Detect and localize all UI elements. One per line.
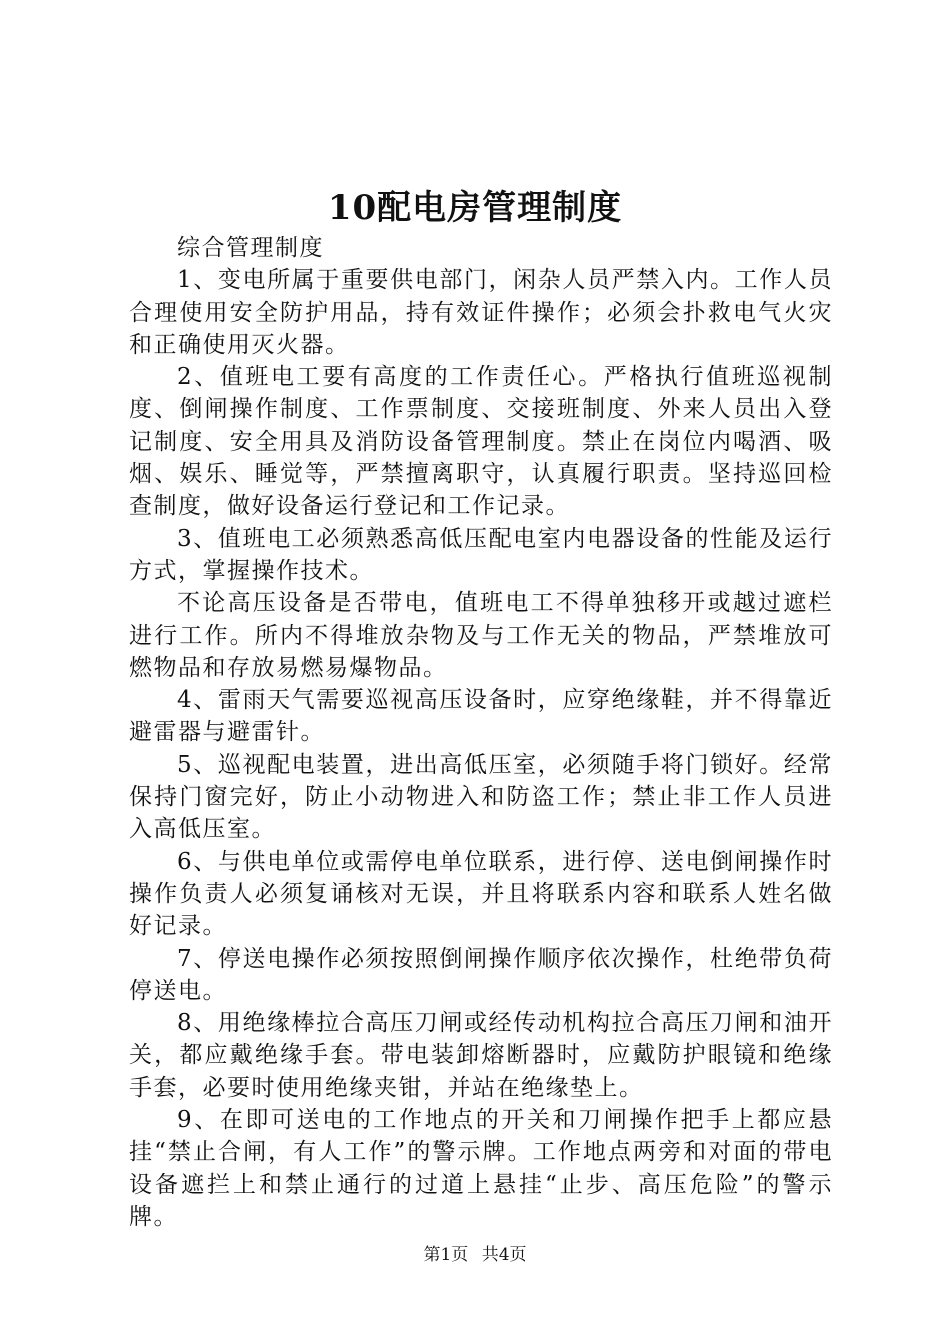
document-body	[129, 232, 833, 1233]
document-title: 10配电房管理制度	[327, 188, 623, 228]
page-total: 共4页	[481, 1245, 527, 1265]
page-number: 第1页	[423, 1245, 469, 1265]
rule-paragraph-3-supplement: 不论高压设备是否带电，值班电工不得单独移开或越过遮栏进行工作。所内不得堆放杂物及与工作无关的物品，严禁堆放可燃物品和存放易燃易爆物品。	[129, 590, 833, 681]
rule-paragraph-6: 6、与供电单位或需停电单位联系，进行停、送电倒闸操作时操作负责人必须复诵核对无误，并且将联系内容和联系人姓名做好记录。	[129, 848, 833, 940]
rule-paragraph-5: 5、巡视配电装置，进出高低压室，必须随手将门锁好。经常保持门窗完好，防止小动物进入和防盗工作；禁止非工作人员进入高低压室。	[129, 751, 833, 843]
page-footer	[0, 1243, 950, 1267]
rule-paragraph-9: 9、在即可送电的工作地点的开关和刀闸操作把手上都应悬挂“禁止合闸，有人工作”的警示牌。工作地点两旁和对面的带电设备遮拦上和禁止通行的过道上悬挂“止步、高压危险”的警示牌。	[129, 1107, 833, 1230]
section-heading: 综合管理制度	[177, 235, 324, 261]
rule-paragraph-7: 7、停送电操作必须按照倒闸操作顺序依次操作，杜绝带负荷停送电。	[129, 945, 833, 1004]
rule-paragraph-8: 8、用绝缘棒拉合高压刀闸或经传动机构拉合高压刀闸和油开关，都应戴绝缘手套。带电装卸熔断器时，应戴防护眼镜和绝缘手套，必要时使用绝缘夹钳，并站在绝缘垫上。	[129, 1010, 833, 1101]
rule-paragraph-2: 2、值班电工要有高度的工作责任心。严格执行值班巡视制度、倒闸操作制度、工作票制度、交接班制度、外来人员出入登记制度、安全用具及消防设备管理制度。禁止在岗位内喝酒、吸烟、娱乐、睡觉等，严禁擅离职守，认真履行职责。坚持巡回检查制度，做好设备运行登记和工作记录。	[129, 364, 833, 520]
rule-paragraph-1: 1、变电所属于重要供电部门，闲杂人员严禁入内。工作人员合理使用安全防护用品，持有效证件操作；必须会扑救电气火灾和正确使用灭火器。	[129, 267, 833, 358]
rule-paragraph-3: 3、值班电工必须熟悉高低压配电室内电器设备的性能及运行方式，掌握操作技术。	[129, 525, 833, 584]
rule-paragraph-4: 4、雷雨天气需要巡视高压设备时，应穿绝缘鞋，并不得靠近避雷器与避雷针。	[129, 687, 833, 746]
